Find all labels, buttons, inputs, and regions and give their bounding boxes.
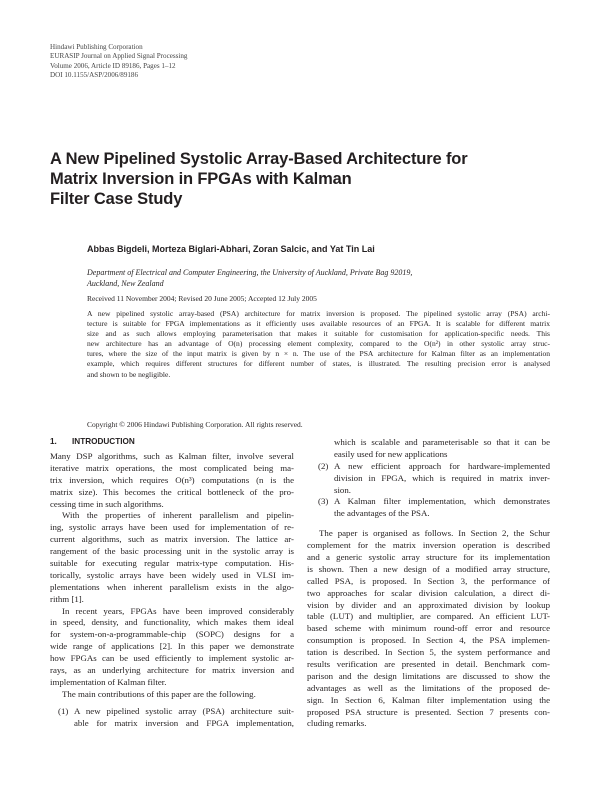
right-column [307,437,550,730]
abstract-line: tures, where the size of the input matrix is given by n × n. The use of the PSA architecture for Kalman filter as an implementation [87,349,550,359]
contribution-item-1-continued [307,437,550,461]
text-line: how FPGAs can be used efficiently to implement systolic ar- [50,653,294,664]
text-line: two approaches for scalar division calculation, a direct di- [307,587,550,598]
paragraph [50,606,294,689]
abstract-line: new architecture has an advantage of O(n) processing element complexity, compared to the O(n²) in other systolic array struc- [87,339,550,349]
paper-title [50,149,550,209]
text-line: rays, as an underlying architecture for matrix inversion and [50,665,294,676]
abstract [87,309,550,380]
text-line: current algorithms, such as matrix inversion. The lattice ar- [50,534,294,545]
list-marker: (2) [318,460,329,471]
received-dates: Received 11 November 2004; Revised 20 June 2005; Accepted 12 July 2005 [87,294,317,303]
volume-line: Volume 2006, Article ID 89186, Pages 1–12 [50,61,176,70]
text-line: proposed PSA structure is presented. Section 7 presents con- [307,706,550,717]
text-line: matrix size). This becomes the critical bottleneck of the pro- [50,486,294,497]
contribution-item-3 [307,496,550,520]
text-line: called PSA, is proposed. In Section 3, the performance of [307,575,550,586]
text-line: easily used for new applications [334,448,448,459]
text-line: consumption is proposed. In Section 4, the PSA implemen- [307,635,550,646]
copyright-notice: Copyright © 2006 Hindawi Publishing Corporation. All rights reserved. [87,420,303,429]
text-line: torically, systolic arrays have been widely used in VLSI im- [50,569,294,580]
text-line: In recent years, FPGAs have been improved considerably [62,605,294,616]
title-line: Matrix Inversion in FPGAs with Kalman [50,170,352,188]
affiliation [87,267,412,289]
doi-line: DOI 10.1155/ASP/2006/89186 [50,71,139,80]
text-line: advantages as well as the limitations of the proposed de- [307,682,550,693]
text-line: complement for the matrix inversion operation is described [307,540,550,551]
list-marker: (3) [318,496,329,507]
abstract-line: and shown to be negligible. [87,369,171,379]
title-line: Filter Case Study [50,190,183,208]
text-line: able for matrix inversion and FPGA implementation, [74,717,294,728]
text-line: which is scalable and parameterisable so that it can be [334,437,550,447]
affiliation-line: Department of Electrical and Computer Engineering, the University of Auckland, Private Bag 92019, [87,268,413,277]
text-line: trix inversion, which requires O(n³) computations (n is the [50,474,294,485]
title-line: A New Pipelined Systolic Array-Based Architecture for [50,150,468,168]
text-line: rangement of the basic processing unit in the systolic array is [50,546,294,557]
text-line: based scheme with minimum round-off error and resource [307,623,550,634]
journal-header [50,43,187,81]
text-line: table (LUT) and multiplier, are compared. An efficient LUT- [307,611,550,622]
abstract-line: tecture is suitable for FPGA implementations as it efficiently uses available resources of an FPGA. It is scalable for different matrix [87,319,550,329]
text-line: A new pipelined systolic array (PSA) architecture suit- [74,705,294,716]
authors: Abbas Bigdeli, Morteza Biglari-Abhari, Zoran Salcic, and Yat Tin Lai [87,244,375,254]
text-line: iterative matrix operations, the most complicated being ma- [50,462,294,473]
text-line: rithm [1]. [50,593,84,604]
section-title: INTRODUCTION [72,437,135,446]
text-line: A new efficient approach for hardware-implemented [334,460,550,471]
text-line: sion. [334,484,351,495]
journal-name-line: EURASIP Journal on Applied Signal Processing [50,52,188,61]
paragraph [307,528,550,730]
text-line: Many DSP algorithms, such as Kalman filter, involve several [50,451,294,461]
list-marker: (1) [58,705,69,716]
text-line: The paper is organised as follows. In Section 2, the Schur [319,528,550,539]
text-line: tation is described. In Section 5, the system performance and [307,647,550,658]
text-line: and a generic systolic array structure for its implementation [307,552,550,563]
text-line: in speed, density, and functionality, which makes them ideal [50,617,294,628]
text-line: wide range of applications [2]. In this paper we demonstrate [50,641,294,652]
contribution-item-2 [307,461,550,497]
text-line: plementations when inherent parallelism exists in the algo- [50,581,294,592]
text-line: results verification are presented in detail. Benchmark com- [307,659,550,670]
text-line: ing, systolic arrays have been used for implementation of re- [50,522,294,533]
text-line: sign. In Section 6, Kalman filter implementation using the [307,694,550,705]
text-line: vision by divider and an approximated division by lookup [307,599,550,610]
text-line: division in FPGA, which is required in matrix inver- [334,472,550,483]
text-line: for system-on-a-programmable-chip (SOPC) designs for a [50,629,294,640]
paragraph [50,689,294,701]
section-number: 1. [50,437,57,446]
contribution-item-1 [50,706,294,730]
left-column [50,451,294,729]
text-line: suitable for executing regular matrix-type computation. His- [50,558,294,569]
section-heading-introduction [50,437,135,446]
text-line: implementation of Kalman filter. [50,676,167,687]
text-line: is shown. Then a new design of a modified array structure, [307,563,550,574]
affiliation-line: Auckland, New Zealand [87,279,164,288]
text-line: parison and the design limitations are discussed to show the [307,670,550,681]
text-line: The main contributions of this paper are the following. [62,688,256,699]
paragraph [50,451,294,510]
abstract-line: example, which requires different structures for different number of states, is illustrated. The resulting precision error is analysed [87,359,550,369]
paragraph [50,510,294,605]
abstract-line: size and as such allows employing parameterisation that makes it suitable for customisation for application-specific needs. This [87,329,550,339]
text-line: the advantages of the PSA. [334,508,430,519]
text-line: cluding remarks. [307,718,367,729]
text-line: With the properties of inherent parallelism and pipelin- [62,510,294,521]
text-line: cessing time in such algorithms. [50,498,164,509]
publisher-line: Hindawi Publishing Corporation [50,43,143,51]
abstract-line: A new pipelined systolic array-based (PSA) architecture for matrix inversion is proposed. The pipelined systolic array (PSA) archi- [87,309,550,318]
text-line: A Kalman filter implementation, which demonstrates [334,496,550,507]
